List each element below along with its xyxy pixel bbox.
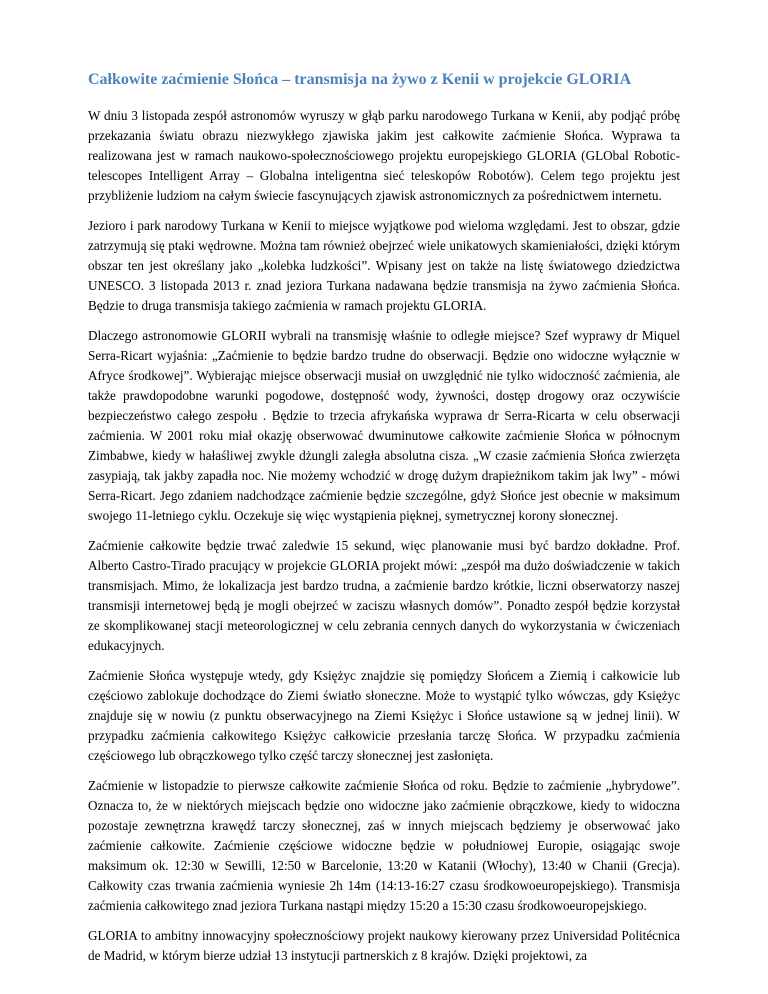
paragraph: W dniu 3 listopada zespół astronomów wyruszy w głąb parku narodowego Turkana w Kenii, aby podjąć próbę przekazania światu obrazu niezwykłego zjawiska jakim jest całkowite zaćmienie Słońca. Wyprawa ta realizowana jest w ramach naukowo-społecznościowego projektu europejskiego GLORIA (GLObal Robotic-telescopes Intelligent Array – Globalna inteligentna sieć teleskopów Robotów). Celem tego projektu jest przybliżenie ludziom na całym świecie fascynujących zjawisk astronomicznych za pośrednictwem internetu. — [88, 108, 680, 203]
paragraph: GLORIA to ambitny innowacyjny społecznościowy projekt naukowy kierowany przez Universidad Politécnica de Madrid, w którym bierze udział 13 instytucji partnerskich z 8 krajów. Dzięki projektowi, za — [88, 928, 680, 963]
paragraph: Zaćmienie całkowite będzie trwać zaledwie 15 sekund, więc planowanie musi być bardzo dokładne. Prof. Alberto Castro-Tirado pracujący w projekcie GLORIA projekt mówi: „zespół ma dużo doświadczenie w takich transmisjach. Mimo, że lokalizacja jest bardzo trudna, a zaćmienie bardzo krótkie, liczni obserwatorzy naszej transmisji internetowej będą je mogli obejrzeć w zaciszu własnych domów”. Ponadto zespół będzie korzystał ze skomplikowanej stacji meteorologicznej w celu zebrania cennych danych do wykorzystania w ćwiczeniach edukacyjnych. — [88, 538, 680, 653]
document-page — [88, 70, 680, 976]
paragraph: Zaćmienie Słońca występuje wtedy, gdy Księżyc znajdzie się pomiędzy Słońcem a Ziemią i całkowicie lub częściowo zablokuje dochodzące do Ziemi światło słoneczne. Może to wystąpić tylko wówczas, gdy Księżyc znajduje się w nowiu (z punktu obserwacyjnego na Ziemi Księżyc i Słońce ustawione są w jednej linii). W przypadku zaćmienia całkowitego Księżyc całkowicie przesłania tarczę Słońca. W przypadku zaćmienia częściowego lub obrączkowego tylko część tarczy słonecznej jest zasłonięta. — [88, 668, 680, 763]
document-title: Całkowite zaćmienie Słońca – transmisja na żywo z Kenii w projekcie GLORIA — [88, 71, 632, 88]
paragraph: Zaćmienie w listopadzie to pierwsze całkowite zaćmienie Słońca od roku. Będzie to zaćmienie „hybrydowe”. Oznacza to, że w niektórych miejscach będzie ono widoczne jako zaćmienie obrączkowe, kiedy to widoczna pozostaje zewnętrzna krawędź tarczy słonecznej, zaś w innych miejscach będziemy je obserwować jako zaćmienie całkowite. Zaćmienie częściowe widoczne będzie w południowej Europie, osiągając swoje maksimum ok. 12:30 w Sewilli, 12:50 w Barcelonie, 13:20 w Katanii (Włochy), 13:40 w Chanii (Grecja). Całkowity czas trwania zaćmienia wyniesie 2h 14m (14:13-16:27 czasu środkowoeuropejskiego). Transmisja zaćmienia całkowitego znad jeziora Turkana nastąpi między 15:20 a 15:30 czasu środkowoeuropejskiego. — [88, 778, 680, 913]
paragraph: Jezioro i park narodowy Turkana w Kenii to miejsce wyjątkowe pod wieloma względami. Jest to obszar, gdzie zatrzymują się ptaki wędrowne. Można tam również obejrzeć wiele unikatowych skamieniałości, dzięki którym obszar ten jest określany jako „kolebka ludzkości”. Wpisany jest on także na listę światowego dziedzictwa UNESCO. 3 listopada 2013 r. znad jeziora Turkana nadawana będzie transmisja na żywo zaćmienia Słońca. Będzie to druga transmisja takiego zaćmienia w ramach projektu GLORIA. — [88, 218, 680, 313]
paragraph: Dlaczego astronomowie GLORII wybrali na transmisję właśnie to odległe miejsce? Szef wyprawy dr Miquel Serra-Ricart wyjaśnia: „Zaćmienie to będzie bardzo trudne do obserwacji. Będzie ono widoczne wyłącznie w Afryce środkowej”. Wybierając miejsce obserwacji musiał on uwzględnić nie tylko widoczność zaćmienia, ale także prawdopodobne warunki pogodowe, dostępność wody, żywności, dostęp drogowy oraz oczywiście bezpieczeństwo całego zespołu . Będzie to trzecia afrykańska wyprawa dr Serra-Ricarta w celu obserwacji zaćmienia. W 2001 roku miał okazję obserwować dwuminutowe całkowite zaćmienie Słońca w północnym Zimbabwe, kiedy w hałaśliwej zwykle dżungli zaległa absolutna cisza. „W czasie zaćmienia Słońca zwierzęta zasypiają, tak jakby zapadła noc. Nie możemy wchodzić w drogę dużym drapieżnikom takim jak lwy” - mówi Serra-Ricart. Jego zdaniem nadchodzące zaćmienie będzie szczególne, gdyż Słońce jest obecnie w maksimum swojego 11-letniego cyklu. Oczekuje się więc wystąpienia pięknej, symetrycznej korony słonecznej. — [88, 328, 680, 523]
